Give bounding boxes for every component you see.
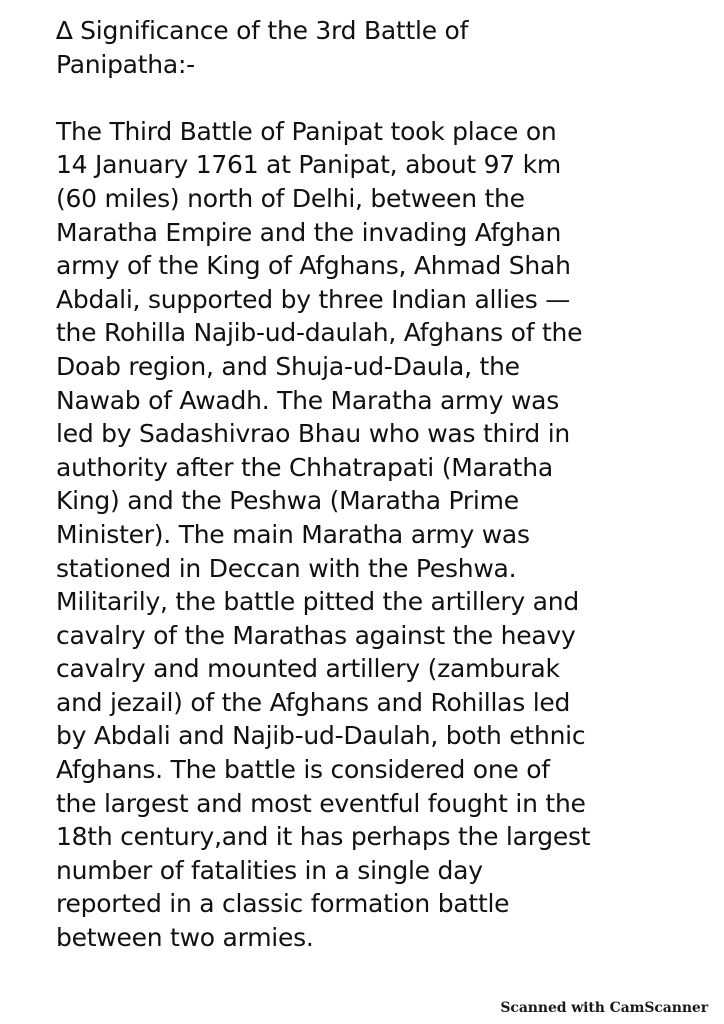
body-line: between two armies. xyxy=(56,923,314,953)
scanner-watermark: Scanned with CamScanner xyxy=(500,1000,708,1016)
body-line: Militarily, the battle pitted the artillery and xyxy=(56,587,579,617)
body-line: army of the King of Afghans, Ahmad Shah xyxy=(56,251,571,281)
body-line: Maratha Empire and the invading Afghan xyxy=(56,217,562,247)
body-line: 14 January 1761 at Panipat, about 97 km xyxy=(56,150,561,180)
body-line: cavalry and mounted artillery (zamburak xyxy=(56,654,560,684)
body-line: Afghans. The battle is considered one of xyxy=(56,755,550,785)
body-line: (60 miles) north of Delhi, between the xyxy=(56,183,525,213)
heading-line-1: ∆ Significance of the 3rd Battle of xyxy=(56,16,469,45)
body-line: Minister). The main Maratha army was xyxy=(56,519,530,549)
body-line: King) and the Peshwa (Maratha Prime xyxy=(56,486,519,516)
heading xyxy=(56,14,696,81)
body-line: Doab region, and Shuja-ud-Daula, the xyxy=(56,351,520,381)
body-line: Abdali, supported by three Indian allies — xyxy=(56,284,570,314)
body-line: led by Sadashivrao Bhau who was third in xyxy=(56,419,570,449)
body-line: and jezail) of the Afghans and Rohillas led xyxy=(56,687,571,717)
body-line: Nawab of Awadh. The Maratha army was xyxy=(56,385,559,415)
heading-line-2: Panipatha:- xyxy=(56,49,195,79)
body-line: cavalry of the Marathas against the heavy xyxy=(56,620,576,650)
body-line: reported in a classic formation battle xyxy=(56,889,510,919)
body-paragraph xyxy=(56,115,696,955)
body-line: authority after the Chhatrapati (Maratha xyxy=(56,452,553,482)
body-line: 18th century,and it has perhaps the largest xyxy=(56,822,591,852)
body-line: the largest and most eventful fought in the xyxy=(56,788,586,818)
body-line: The Third Battle of Panipat took place on xyxy=(56,116,557,146)
document-text xyxy=(56,14,696,955)
body-line: stationed in Deccan with the Peshwa. xyxy=(56,553,517,583)
body-line: by Abdali and Najib-ud-Daulah, both ethnic xyxy=(56,721,586,751)
body-line: the Rohilla Najib-ud-daulah, Afghans of the xyxy=(56,318,583,348)
body-line: number of fatalities in a single day xyxy=(56,855,483,885)
